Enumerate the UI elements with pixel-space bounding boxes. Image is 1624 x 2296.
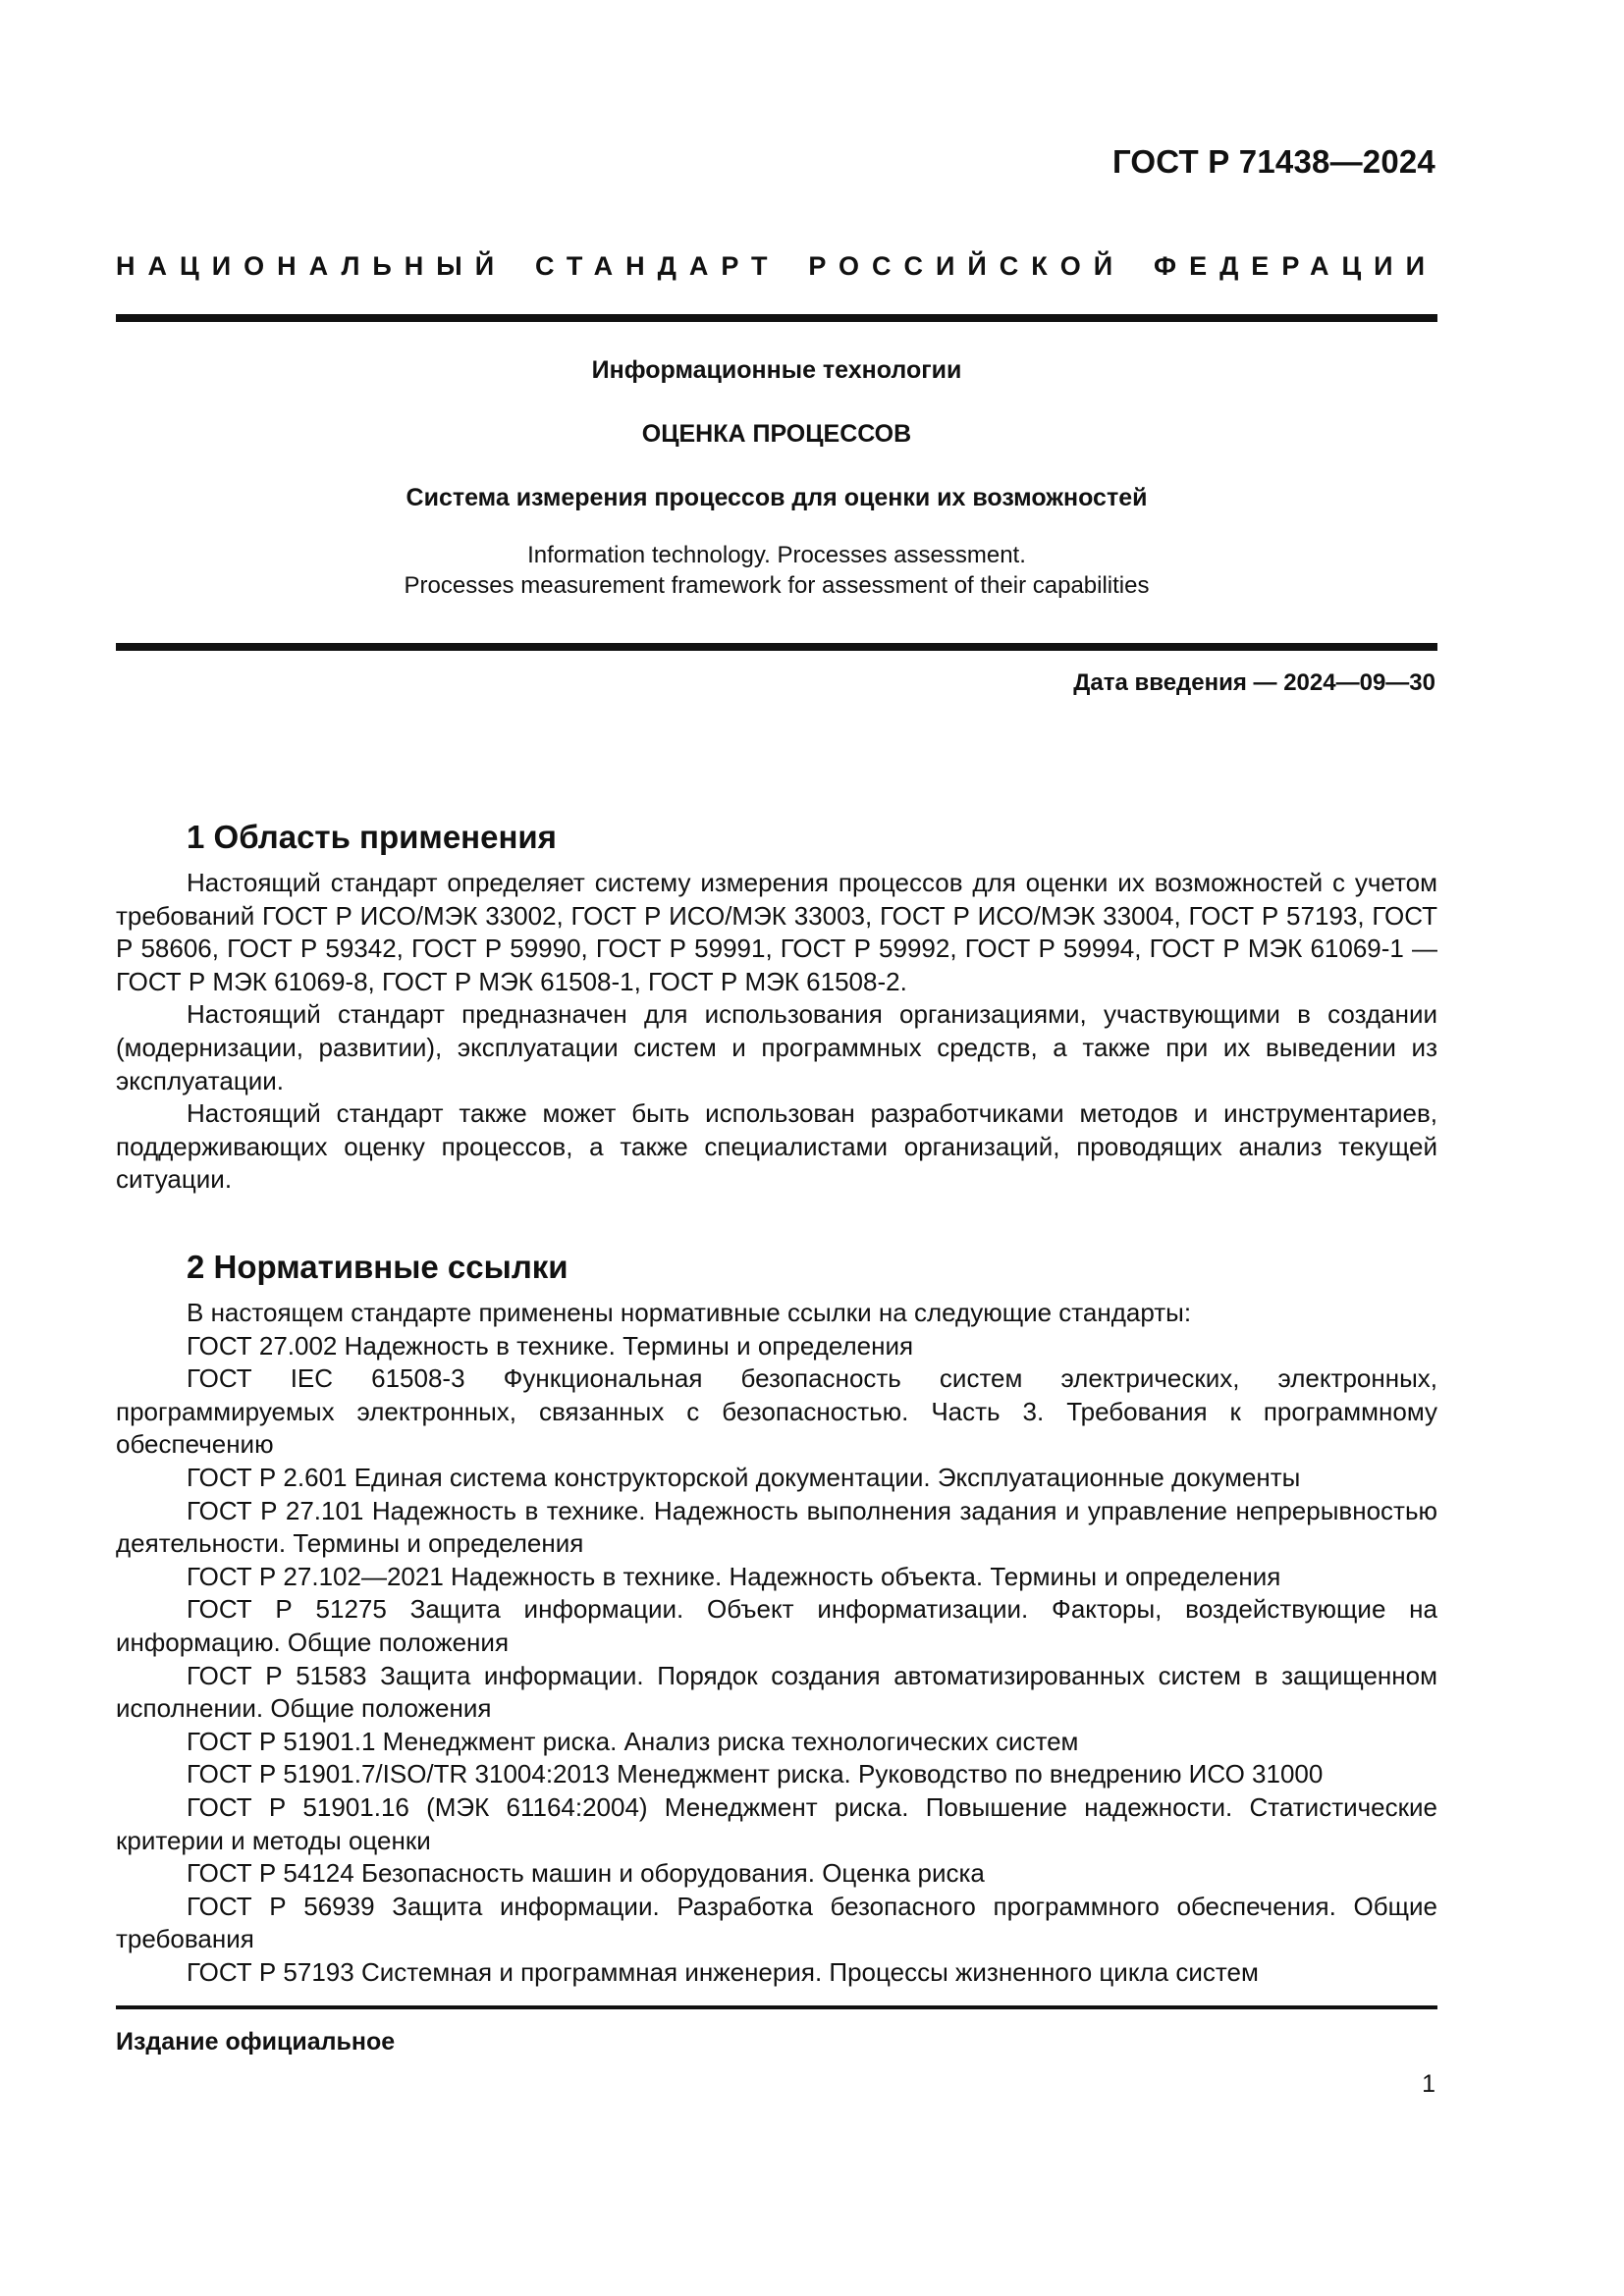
- normative-reference-item: ГОСТ Р 51583 Защита информации. Порядок создания автоматизированных систем в защищенном исполнении. Общие положения: [116, 1660, 1437, 1724]
- normative-reference-item: ГОСТ Р 51275 Защита информации. Объект информатизации. Факторы, воздействующие на информацию. Общие положения: [116, 1594, 1437, 1657]
- normative-reference-item: ГОСТ IEC 61508-3 Функциональная безопасность систем электрических, электронных, программируемых электронных, связанных с безопасностью. Часть 3. Требования к программному обеспечению: [116, 1363, 1437, 1460]
- footer-rule: [116, 2005, 1437, 2009]
- normative-reference-item: ГОСТ Р 56939 Защита информации. Разработка безопасного программного обеспечения. Общие требования: [116, 1891, 1437, 1954]
- normative-reference-intro: В настоящем стандарте применены нормативные ссылки на следующие стандарты:: [187, 1298, 1192, 1327]
- section-1-heading: 1 Область применения: [187, 819, 557, 855]
- title-block: [116, 356, 1437, 601]
- header-rule-top: [116, 314, 1437, 322]
- introduction-date: Дата введения — 2024—09—30: [1073, 669, 1435, 696]
- page-number: 1: [1422, 2070, 1435, 2098]
- section-2-heading: 2 Нормативные ссылки: [187, 1249, 568, 1285]
- title-english-line-2: Processes measurement framework for assessment of their capabilities: [404, 572, 1150, 599]
- normative-reference-item: ГОСТ Р 54124 Безопасность машин и оборудования. Оценка риска: [187, 1858, 985, 1889]
- normative-reference-item: ГОСТ Р 27.101 Надежность в технике. Надежность выполнения задания и управление непрерывностью деятельности. Термины и определения: [116, 1495, 1437, 1559]
- title-english-line-1: Information technology. Processes assessment.: [527, 542, 1026, 568]
- normative-reference-item: ГОСТ Р 57193 Системная и программная инженерия. Процессы жизненного цикла систем: [187, 1956, 1259, 1987]
- document-number: ГОСТ Р 71438—2024: [1111, 143, 1435, 180]
- normative-reference-item: ГОСТ Р 27.102—2021 Надежность в технике. Надежность объекта. Термины и определения: [187, 1561, 1281, 1591]
- section-1-paragraph: Настоящий стандарт предназначен для использования организациями, участвующими в создании (модернизации, развитии), эксплуатации систем и программных средств, а также при их выведении из эксплуатации.: [116, 999, 1437, 1095]
- normative-reference-item: ГОСТ 27.002 Надежность в технике. Термины и определения: [187, 1330, 914, 1361]
- normative-reference-item: ГОСТ Р 2.601 Единая система конструкторской документации. Эксплуатационные документы: [187, 1462, 1301, 1492]
- normative-reference-item: ГОСТ Р 51901.1 Менеджмент риска. Анализ риска технологических систем: [187, 1726, 1079, 1756]
- title-line-2: ОЦЕНКА ПРОЦЕССОВ: [641, 420, 912, 448]
- national-standard-caption: НАЦИОНАЛЬНЫЙ СТАНДАРТ РОССИЙСКОЙ ФЕДЕРАЦИИ: [116, 251, 1437, 281]
- title-line-1: Информационные технологии: [591, 356, 962, 384]
- normative-reference-item: ГОСТ Р 51901.16 (МЭК 61164:2004) Менеджмент риска. Повышение надежности. Статистические критерии и методы оценки: [116, 1791, 1437, 1855]
- official-edition-label: Издание официальное: [116, 2028, 396, 2056]
- section-1-paragraph: Настоящий стандарт также может быть использован разработчиками методов и инструментариев, поддерживающих оценку процессов, а также специалистами организаций, проводящих анализ текущей ситуации.: [116, 1098, 1437, 1195]
- normative-reference-item: ГОСТ Р 51901.7/ISO/TR 31004:2013 Менеджмент риска. Руководство по внедрению ИСО 31000: [187, 1759, 1324, 1789]
- section-1: [116, 816, 1437, 1197]
- title-line-3: Система измерения процессов для оценки их возможностей: [406, 484, 1148, 511]
- section-1-paragraph: Настоящий стандарт определяет систему измерения процессов для оценки их возможностей с учетом требований ГОСТ Р ИСО/МЭК 33002, ГОСТ Р ИСО/МЭК 33003, ГОСТ Р ИСО/МЭК 33004, ГОСТ Р 57193, ГОСТ Р 58606, ГОСТ Р 59342, ГОСТ Р 59990, ГОСТ Р 59991, ГОСТ Р 59992, ГОСТ Р 59994, ГОСТ Р МЭК 61069-1 — ГОСТ Р МЭК 61069-8, ГОСТ Р МЭК 61508-1, ГОСТ Р МЭК 61508-2.: [116, 868, 1437, 996]
- section-2: [116, 1246, 1437, 1989]
- header-rule-bottom: [116, 643, 1437, 651]
